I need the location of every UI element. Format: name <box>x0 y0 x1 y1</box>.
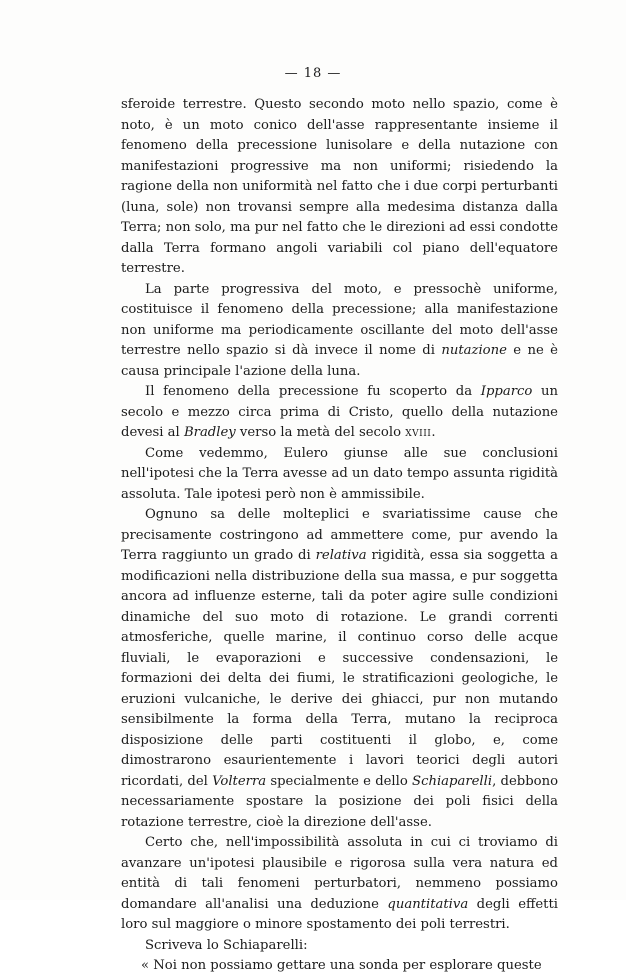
text-run: Come vedemmo, Eulero giunse alle sue conclusioni nell'ipotesi che la Terra avesse ad un dato tempo assunta rigidità assoluta. Tale ipotesi però non è ammissibile. <box>121 445 558 502</box>
italic-term: quantitativa <box>387 896 469 912</box>
text-run: degli effetti loro sul maggiore o minore spostamento dei poli terrestri. <box>121 896 558 932</box>
text-run: . <box>431 425 436 440</box>
text-run: sferoide terrestre. Questo secondo moto nello spazio, come è noto, è un moto conico dell'asse rappresentante insieme il fenomeno della precessione lunisolare e della nutazione con manifestazioni progressive ma non uniformi; risiedendo la ragione della non uniformità nel fatto che i due corpi perturbanti (luna, sole) non trovansi sempre alla medesima distanza dalla Terra; non solo, ma pur nel fatto che le direzioni ad essi condotte dalla Terra formano angoli variabili col piano dell'equatore terrestre. <box>121 97 558 276</box>
paragraph <box>121 382 558 444</box>
paragraph <box>121 444 558 506</box>
italic-name: Bradley <box>183 425 236 440</box>
italic-term: nutazione <box>441 343 507 358</box>
italic-name: Volterra <box>212 773 267 789</box>
text-run: Ognuno sa delle molteplici e svariatissime cause che precisamente costringono ad ammettere come, pur avendo la Terra raggiunto un grado di <box>121 507 558 563</box>
text-run: « Noi non possiamo gettare una sonda per esplorare queste <box>141 958 542 973</box>
paragraph <box>121 936 558 957</box>
text-run: Certo che, nell'impossibilità assoluta in cui ci troviamo di avanzare un'ipotesi plausibile e rigorosa sulla vera natura ed entità di tali fenomeni perturbatori, nemmeno possiamo domandare all'analisi una deduzione <box>121 835 558 912</box>
italic-name: Schiaparelli <box>412 773 493 789</box>
roman-numeral: xviii <box>405 425 432 440</box>
text-run: Scriveva lo Schiaparelli: <box>145 937 308 953</box>
paragraph <box>121 95 558 280</box>
page-number: — 18 — <box>284 66 342 81</box>
paragraph <box>121 280 558 383</box>
italic-term: relativa <box>315 548 367 563</box>
text-run: specialmente e dello <box>266 773 413 789</box>
text-run: verso la metà del secolo <box>235 425 406 440</box>
text-run: rigidità, essa sia soggetta a modificazioni nella distribuzione della sua massa, e pur soggetta ancora ad influenze esterne, tali da poter agire sulle condizioni dinamiche del suo moto di rotazione. Le grandi correnti atmosferiche, quelle marine, il continuo corso delle acque fluviali, le evaporazioni e successive condensazioni, le formazioni dei delta dei fiumi, le stratificazioni geologiche, le eruzioni vulcaniche, le derive dei ghiacci, pur non mutando sensibilmente la forma della Terra, mutano la reciproca disposizione delle parti costituenti il globo, e, come dimostrarono esaurientemente i lavori teorici degli autori ricordati, del <box>121 548 559 789</box>
paragraph <box>121 505 558 833</box>
text-run: e ne è causa principale l'azione della luna. <box>121 343 558 379</box>
paragraph <box>121 833 558 936</box>
body-text <box>121 95 558 977</box>
text-run: un secolo e mezzo circa prima di Cristo, quello della nutazione devesi al <box>121 384 558 440</box>
text-run: Il fenomeno della precessione fu scoperto da <box>145 384 481 399</box>
italic-name: Ipparco <box>480 384 533 399</box>
text-run: La parte progressiva del moto, e pressochè uniforme, costituisce il fenomeno della precessione; alla manifestazione non uniforme ma periodicamente oscillante del moto dell'asse terrestre nello spazio si dà invece il nome di <box>121 281 558 358</box>
text-run: , debbono necessariamente spostare la posizione dei poli fisici della rotazione terrestre, cioè la direzione dell'asse. <box>121 773 559 830</box>
quotation-start <box>121 956 558 977</box>
